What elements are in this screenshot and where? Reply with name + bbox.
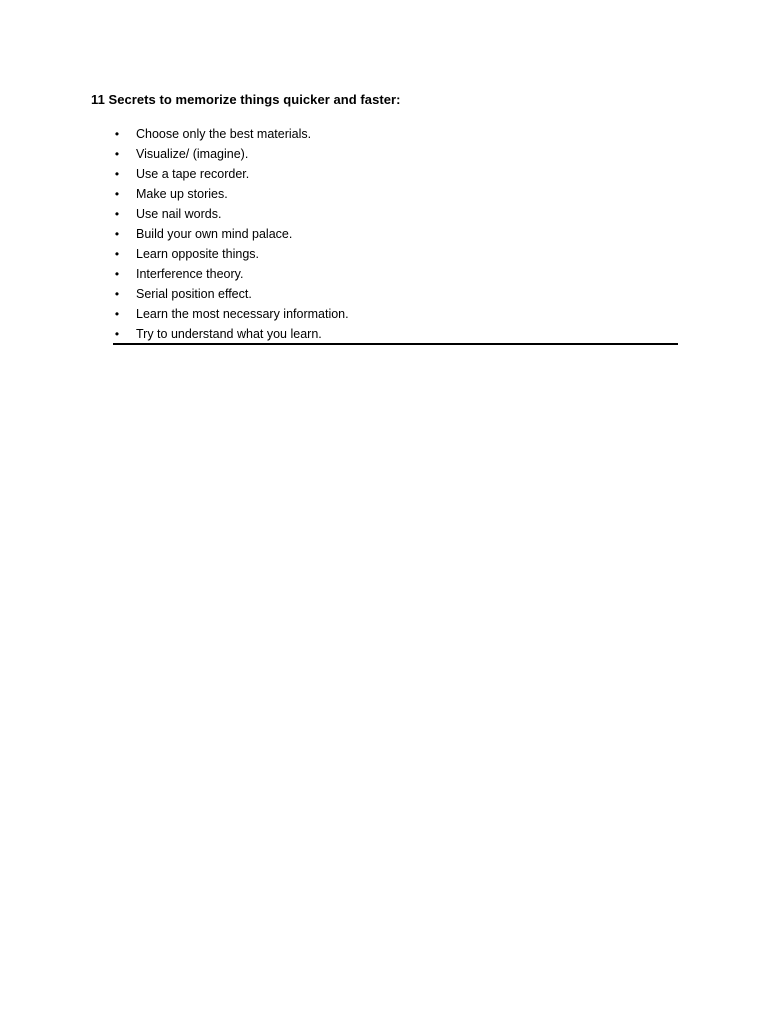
bullet-icon: • xyxy=(114,307,120,321)
bullet-icon: • xyxy=(114,327,120,341)
list-item-text: Learn the most necessary information. xyxy=(136,307,349,321)
bullet-icon: • xyxy=(114,247,120,261)
bullet-icon: • xyxy=(114,207,120,221)
list-item-text: Serial position effect. xyxy=(136,287,252,301)
document-heading: 11 Secrets to memorize things quicker and faster: xyxy=(91,92,401,107)
bullet-icon: • xyxy=(114,227,120,241)
list-item-text: Choose only the best materials. xyxy=(136,127,312,141)
list-item-text: Use nail words. xyxy=(136,207,222,221)
list-item-text: Build your own mind palace. xyxy=(136,227,293,241)
bullet-icon: • xyxy=(114,167,120,181)
list-item-text: Try to understand what you learn. xyxy=(136,327,322,341)
list-item-text: Interference theory. xyxy=(136,267,244,281)
bullet-icon: • xyxy=(114,267,120,281)
horizontal-rule xyxy=(113,343,678,345)
bullet-icon: • xyxy=(114,287,120,301)
bullet-icon: • xyxy=(114,127,120,141)
bullet-icon: • xyxy=(114,147,120,161)
bullet-icon: • xyxy=(114,187,120,201)
list-item-text: Make up stories. xyxy=(136,187,228,201)
list-item-text: Visualize/ (imagine). xyxy=(136,147,249,161)
list-item-text: Use a tape recorder. xyxy=(136,167,250,181)
list-item-text: Learn opposite things. xyxy=(136,247,260,261)
